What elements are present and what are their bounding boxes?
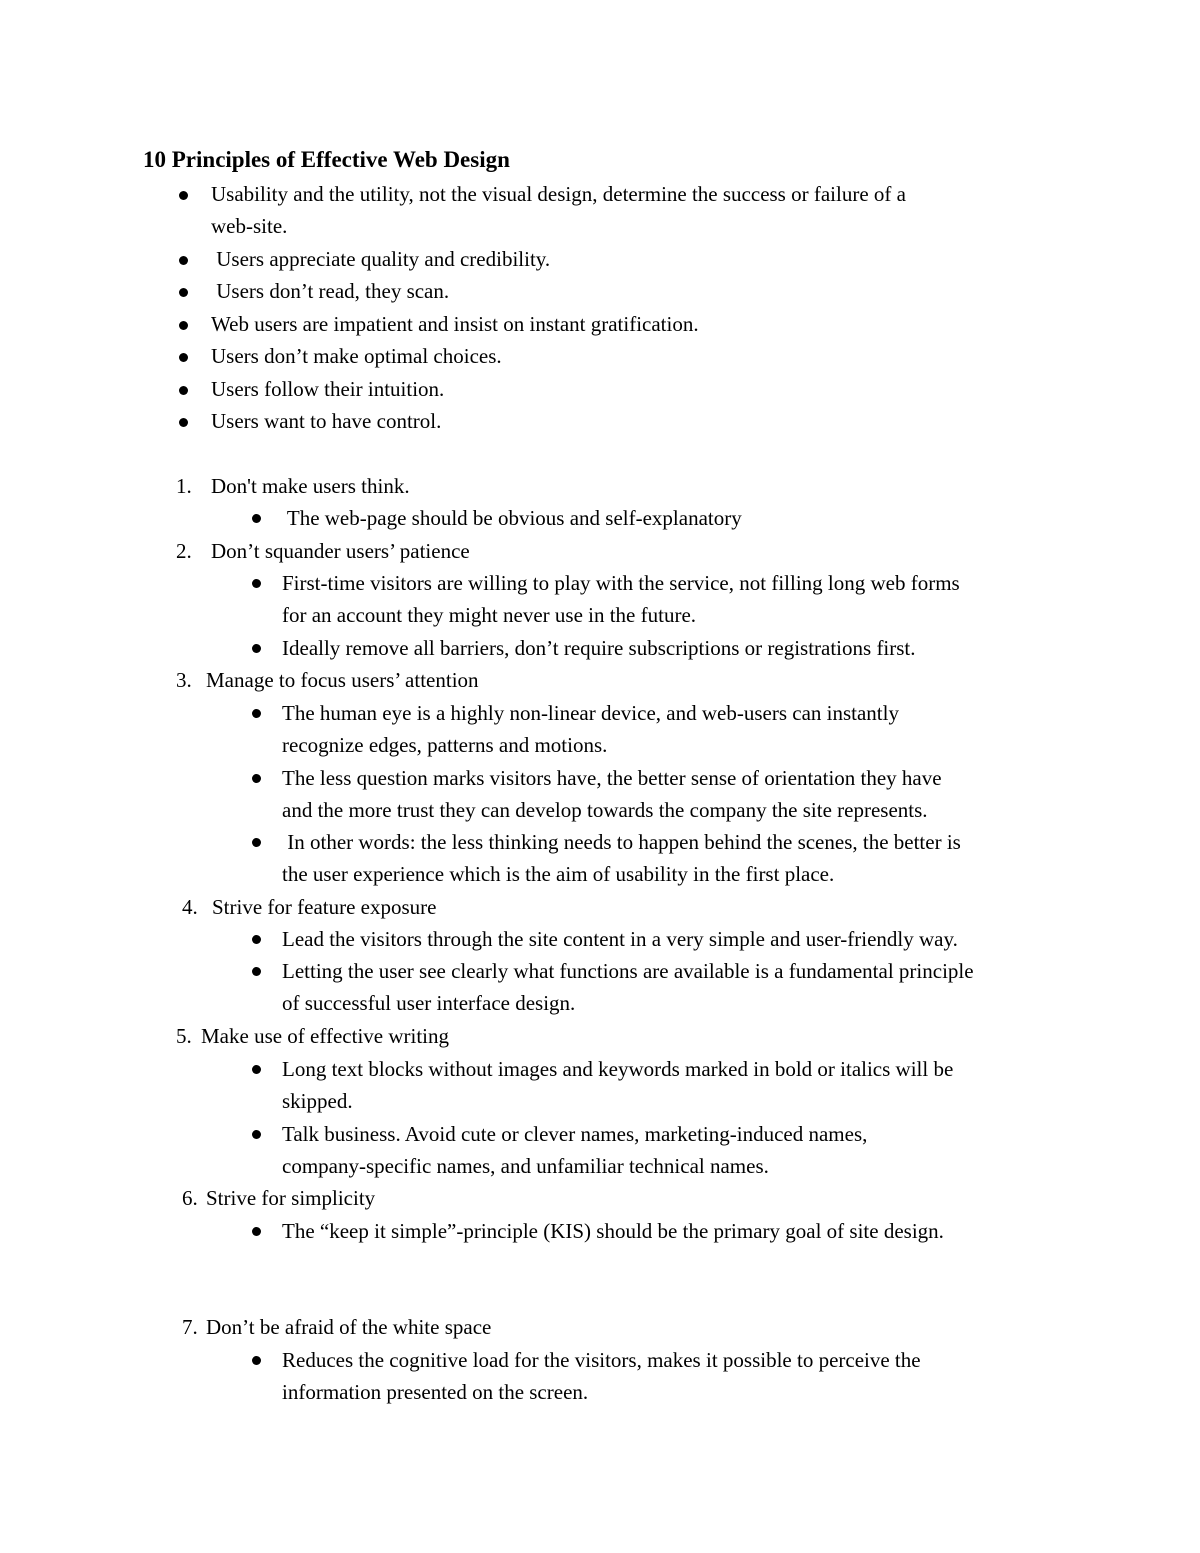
list-item-line: information presented on the screen. xyxy=(282,1380,589,1404)
bullet-icon xyxy=(252,709,261,718)
list-item-line: for an account they might never use in the future. xyxy=(282,603,697,627)
list-item-line: Lead the visitors through the site content in a very simple and user-friendly way. xyxy=(282,927,958,951)
bullet-icon xyxy=(252,514,261,523)
bullet-icon xyxy=(179,321,188,330)
list-item-line: Users don’t read, they scan. xyxy=(211,279,450,303)
list-item-line: The “keep it simple”-principle (KIS) should be the primary goal of site design. xyxy=(282,1219,944,1243)
list-item-line: Reduces the cognitive load for the visitors, makes it possible to perceive the xyxy=(282,1348,921,1372)
bullet-icon xyxy=(179,418,188,427)
principle-heading: Strive for simplicity xyxy=(206,1186,376,1210)
list-item-line: web-site. xyxy=(211,214,288,238)
principle-number: 3. xyxy=(176,668,192,692)
list-item-line: Users want to have control. xyxy=(211,409,442,433)
bullet-icon xyxy=(179,256,188,265)
bullet-icon xyxy=(179,353,188,362)
bullet-icon xyxy=(179,288,188,297)
bullet-icon xyxy=(252,935,261,944)
list-item-line: Long text blocks without images and keywords marked in bold or italics will be xyxy=(282,1057,954,1081)
list-item-line: company-specific names, and unfamiliar technical names. xyxy=(282,1154,769,1178)
bullet-icon xyxy=(252,1130,261,1139)
list-item-line: Letting the user see clearly what functions are available is a fundamental principle xyxy=(282,959,974,983)
bullet-icon xyxy=(252,579,261,588)
list-item-line: Usability and the utility, not the visual design, determine the success or failure of a xyxy=(211,182,906,206)
bullet-icon xyxy=(252,1356,261,1365)
principle-heading: Don’t squander users’ patience xyxy=(211,539,470,563)
bullet-icon xyxy=(252,838,261,847)
list-item-line: the user experience which is the aim of usability in the first place. xyxy=(282,862,835,886)
bullet-icon xyxy=(179,386,188,395)
bullet-icon xyxy=(252,1227,261,1236)
list-item-line: recognize edges, patterns and motions. xyxy=(282,733,608,757)
document-title: 10 Principles of Effective Web Design xyxy=(143,147,510,172)
list-item-line: Web users are impatient and insist on instant gratification. xyxy=(211,312,699,336)
principle-heading: Manage to focus users’ attention xyxy=(206,668,479,692)
bullet-icon xyxy=(252,1065,261,1074)
list-item-line: skipped. xyxy=(282,1089,353,1113)
principle-heading: Don't make users think. xyxy=(211,474,410,498)
principle-heading: Don’t be afraid of the white space xyxy=(206,1315,492,1339)
list-item-line: of successful user interface design. xyxy=(282,991,576,1015)
bullet-icon xyxy=(252,644,261,653)
list-item-line: The less question marks visitors have, the better sense of orientation they have xyxy=(282,766,942,790)
principle-heading: Make use of effective writing xyxy=(201,1024,450,1048)
principle-number: 7. xyxy=(182,1315,198,1339)
list-item-line: Users appreciate quality and credibility. xyxy=(211,247,551,271)
principle-number: 4. xyxy=(182,895,198,919)
principle-number: 2. xyxy=(176,539,192,563)
list-item-line: Talk business. Avoid cute or clever names, marketing-induced names, xyxy=(282,1122,868,1146)
list-item-line: In other words: the less thinking needs to happen behind the scenes, the better is xyxy=(282,830,961,854)
list-item-line: Users follow their intuition. xyxy=(211,377,445,401)
bullet-icon xyxy=(252,774,261,783)
list-item-line: and the more trust they can develop towards the company the site represents. xyxy=(282,798,928,822)
list-item-line: Ideally remove all barriers, don’t require subscriptions or registrations first. xyxy=(282,636,916,660)
principle-number: 1. xyxy=(176,474,192,498)
list-item-line: The human eye is a highly non-linear device, and web-users can instantly xyxy=(282,701,899,725)
list-item-line: First-time visitors are willing to play with the service, not filling long web forms xyxy=(282,571,960,595)
principle-number: 6. xyxy=(182,1186,198,1210)
list-item-line: The web-page should be obvious and self-explanatory xyxy=(282,506,742,530)
principle-number: 5. xyxy=(176,1024,192,1048)
bullet-icon xyxy=(179,191,188,200)
principle-heading: Strive for feature exposure xyxy=(212,895,437,919)
bullet-icon xyxy=(252,967,261,976)
list-item-line: Users don’t make optimal choices. xyxy=(211,344,502,368)
